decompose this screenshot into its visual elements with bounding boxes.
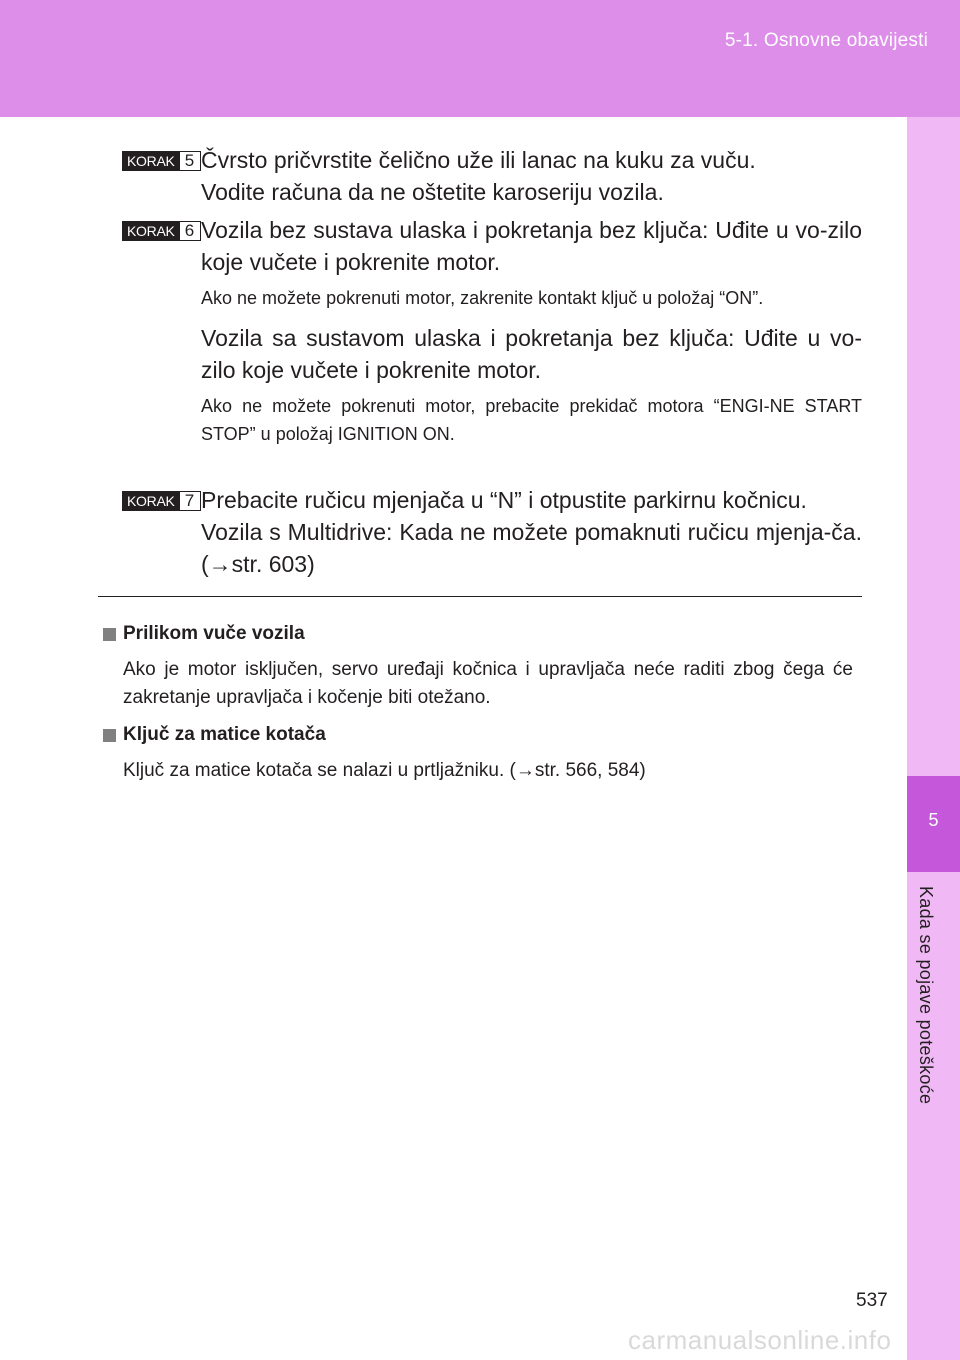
step-badge [122,221,201,241]
section-title: 5-1. Osnovne obavijesti [724,30,928,51]
step-instruction: Vozila bez sustava ulaska i pokretanja bez ključa: Uđite u vo-zilo koje vučete i pokrenite motor. [201,217,862,275]
square-bullet-icon [103,729,116,742]
step-badge [122,151,201,171]
section-divider [98,596,862,597]
step-instruction-alt: Vozila sa sustavom ulaska i pokretanja bez ključa: Uđite u vo-zilo koje vučete i pokrenite motor. [201,325,862,383]
step-instruction-detail: Vozila s Multidrive: Kada ne možete pomaknuti ručicu mjenja-ča. (→str. 603) [201,519,862,577]
chapter-title: Kada se pojave poteškoće [916,886,936,1105]
note-body: Ključ za matice kotača se nalazi u prtljažniku. (→str. 566, 584) [123,760,646,781]
note-body: Ako je motor isključen, servo uređaji kočnica i upravljača neće raditi zbog čega će zakretanje upravljača i kočenje biti otežano. [123,659,853,708]
page-number: 537 [856,1290,888,1311]
step-badge-label: KORAK [122,221,180,241]
note-title: Ključ za matice kotača [123,724,326,745]
note-wheel-wrench [103,722,853,785]
step-badge-number: 5 [180,151,201,171]
note-towing [103,621,853,712]
note-heading [103,722,853,748]
step-badge-number: 6 [180,221,201,241]
square-bullet-icon [103,628,116,641]
step-badge-number: 7 [180,491,201,511]
page-header [0,0,960,117]
step-6 [122,214,862,448]
step-5 [122,144,862,208]
step-badge [122,491,201,511]
side-tab [907,117,960,1360]
chapter-number: 5 [928,810,939,830]
step-instruction: Prebacite ručicu mjenjača u “N” i otpustite parkirnu kočnicu. [201,487,807,513]
step-note: Ako ne možete pokrenuti motor, zakrenite kontakt ključ u položaj “ON”. [201,288,764,308]
step-note-alt: Ako ne možete pokrenuti motor, prebacite prekidač motora “ENGI-NE START STOP” u položaj IGNITION ON. [201,396,862,444]
step-instruction-detail: Vodite računa da ne oštetite karoseriju vozila. [201,179,664,205]
step-badge-label: KORAK [122,151,180,171]
note-heading [103,621,853,647]
note-title: Prilikom vuče vozila [123,623,305,644]
step-7 [122,484,862,580]
step-badge-label: KORAK [122,491,180,511]
step-instruction: Čvrsto pričvrstite čelično uže ili lanac na kuku za vuču. [201,147,756,173]
watermark: carmanualsonline.info [628,1325,892,1355]
